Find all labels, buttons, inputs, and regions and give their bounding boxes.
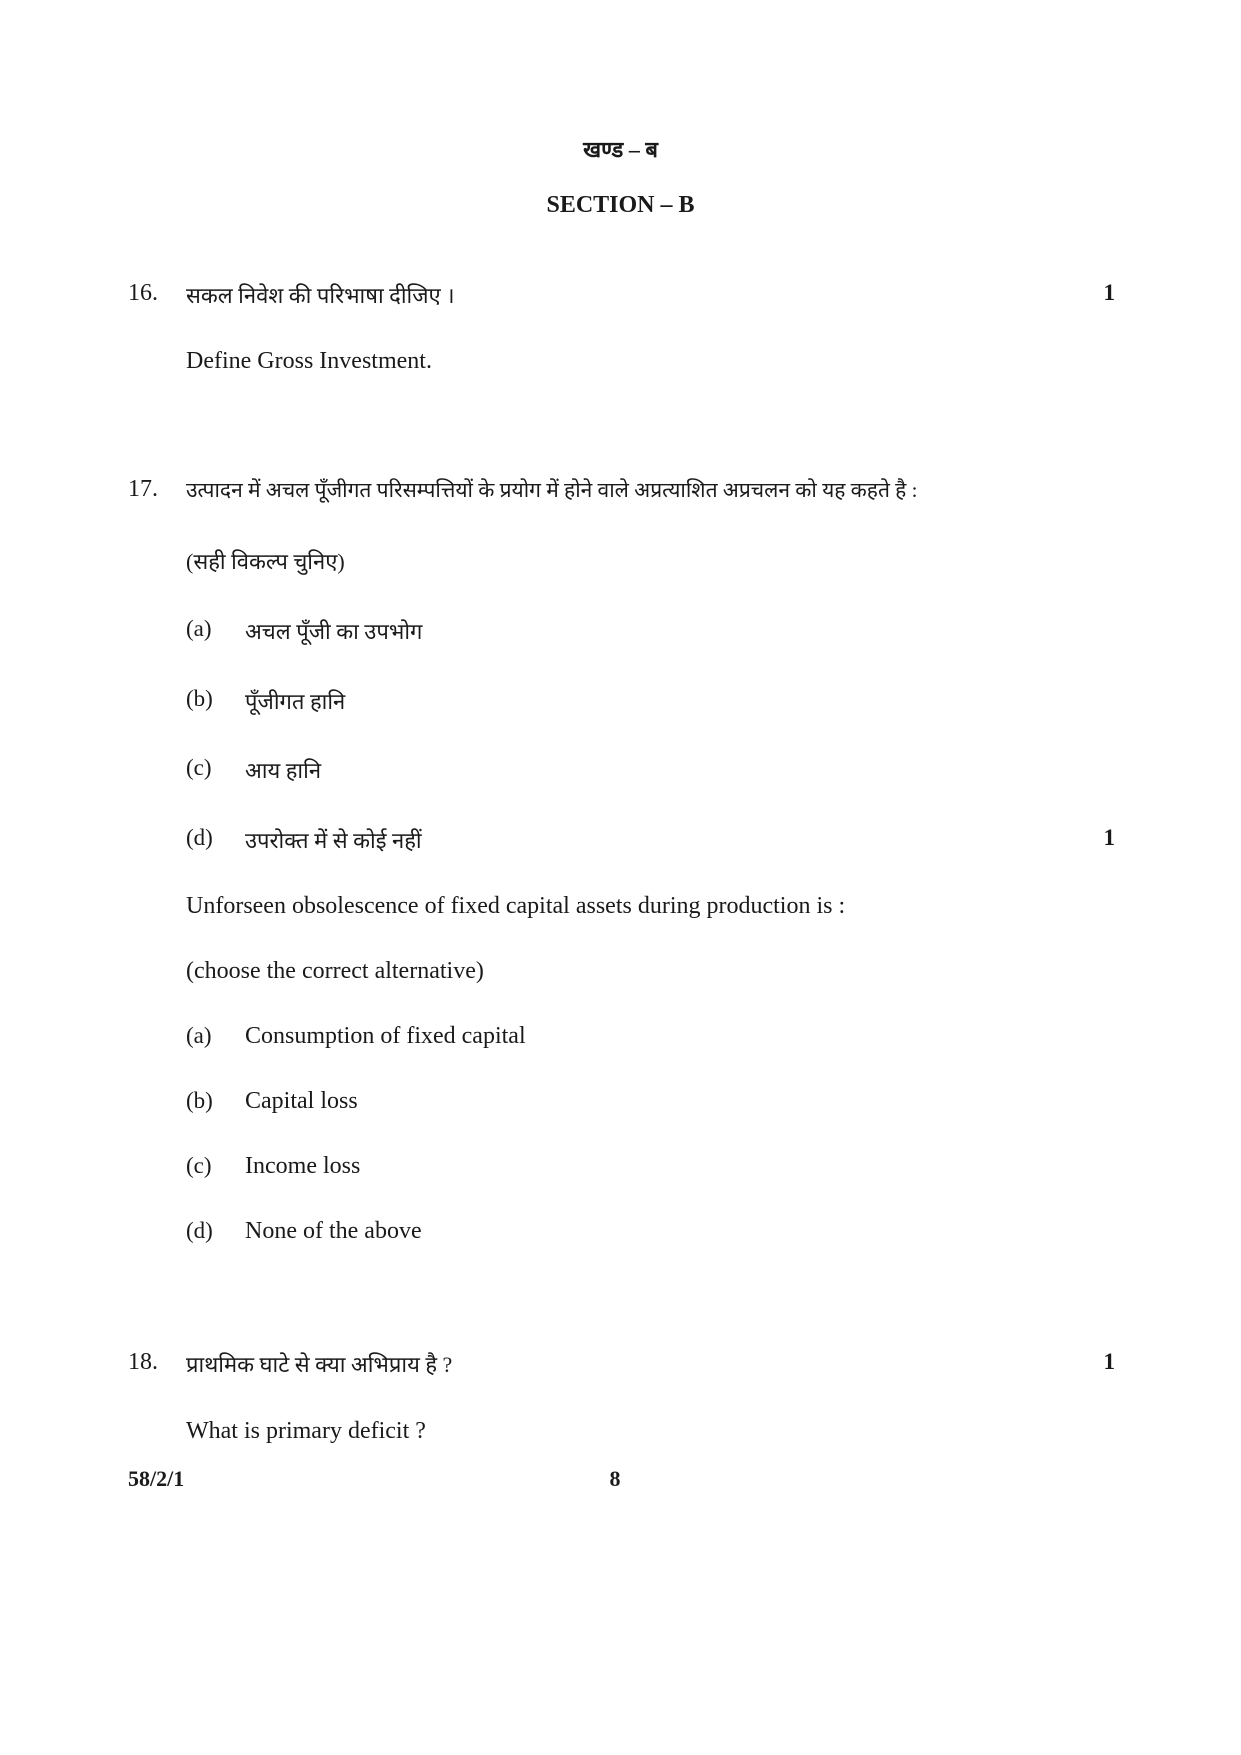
option-label: (c) xyxy=(186,1153,212,1178)
option-text-hindi: अचल पूँजी का उपभोग xyxy=(245,619,423,644)
option-label: (b) xyxy=(186,686,213,711)
option-text-hindi: आय हानि xyxy=(245,758,322,783)
option-text-hindi: उपरोक्त में से कोई नहीं xyxy=(245,828,422,853)
question-text-english: Unforseen obsolescence of fixed capital assets during production is : xyxy=(186,893,846,919)
question-text-english: What is primary deficit ? xyxy=(186,1418,426,1444)
page-number: 8 xyxy=(609,1466,621,1491)
question-number: 18. xyxy=(128,1349,158,1375)
option-text-english: Consumption of fixed capital xyxy=(245,1023,526,1049)
question-marks: 1 xyxy=(1103,825,1115,850)
option-text-english: None of the above xyxy=(245,1218,422,1244)
option-label: (c) xyxy=(186,755,212,780)
paper-code: 58/2/1 xyxy=(128,1466,185,1491)
option-label: (a) xyxy=(186,1023,212,1048)
instruction-hindi: (सही विकल्प चुनिए) xyxy=(186,549,345,574)
option-label: (d) xyxy=(186,825,213,850)
question-number: 16. xyxy=(128,280,158,306)
question-number: 17. xyxy=(128,476,158,502)
option-label: (d) xyxy=(186,1218,213,1243)
question-text-hindi: उत्पादन में अचल पूँजीगत परिसम्पत्तियों के प्रयोग में होने वाले अप्रत्याशित अप्रचलन को यह कहते है : xyxy=(186,478,918,502)
question-text-english: Define Gross Investment. xyxy=(186,348,432,374)
option-text-english: Capital loss xyxy=(245,1088,358,1114)
question-marks: 1 xyxy=(1103,1349,1115,1374)
option-text-hindi: पूँजीगत हानि xyxy=(245,689,346,714)
question-text-hindi: सकल निवेश की परिभाषा दीजिए । xyxy=(186,283,455,308)
option-label: (b) xyxy=(186,1088,213,1113)
question-marks: 1 xyxy=(1103,280,1115,305)
question-text-hindi: प्राथमिक घाटे से क्या अभिप्राय है ? xyxy=(186,1352,453,1377)
option-label: (a) xyxy=(186,616,212,641)
section-heading-english: SECTION – B xyxy=(546,192,695,218)
section-heading-hindi: खण्ड – ब xyxy=(583,137,658,162)
option-text-english: Income loss xyxy=(245,1153,361,1179)
instruction-english: (choose the correct alternative) xyxy=(186,958,484,984)
